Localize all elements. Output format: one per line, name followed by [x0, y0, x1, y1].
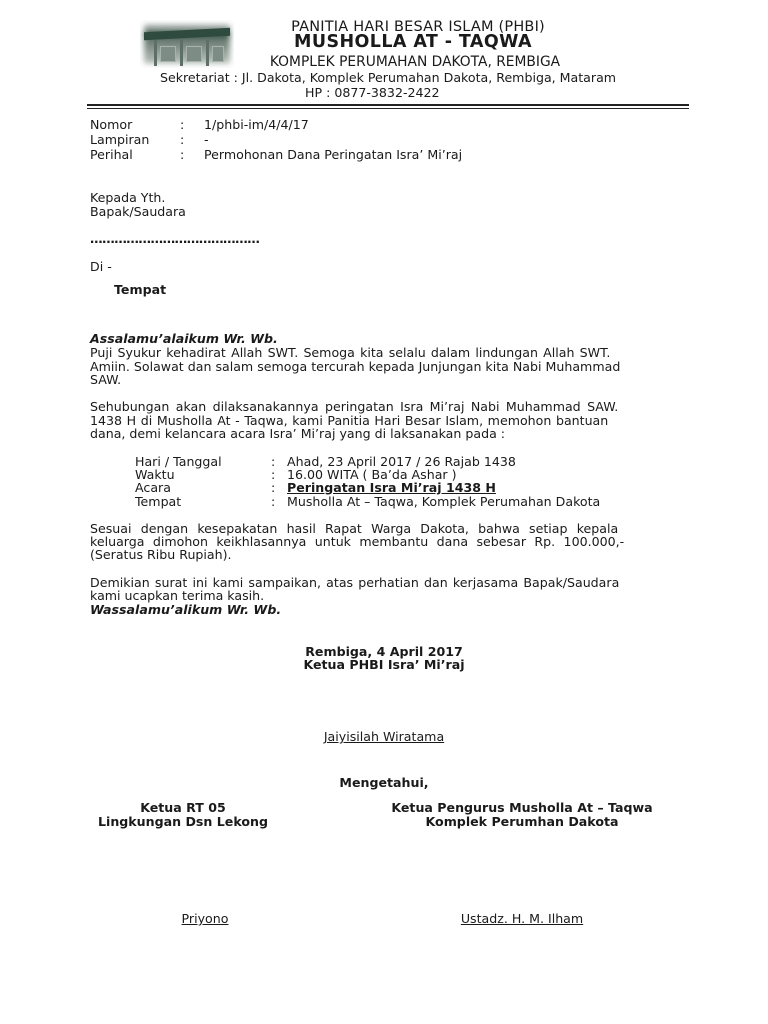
- rt-head-title: Ketua RT 05: [140, 800, 226, 815]
- letterhead-divider-thin: [87, 108, 689, 109]
- recipient-line1: Kepada Yth.: [90, 190, 166, 205]
- para3-line1: Sesuai dengan kesepakatan hasil Rapat Warga Dakota, bahwa setiap kepala: [90, 521, 619, 536]
- rt-head-name: Priyono: [181, 911, 229, 926]
- para3-line2: keluarga dimohon keikhlasannya untuk membantu dana sebesar Rp. 100.000,-: [90, 534, 625, 549]
- para1-line2: Amiin. Solawat dan salam semoga tercurah kepada Junjungan kita Nabi Muhammad: [90, 359, 621, 374]
- para2-line1: Sehubungan akan dilaksanakannya peringatan Isra Mi’raj Nabi Muhammad SAW.: [90, 399, 619, 414]
- letterhead-org: PANITIA HARI BESAR ISLAM (PHBI): [291, 19, 545, 35]
- letter-number: 1/phbi-im/4/4/17: [204, 117, 309, 132]
- letterhead-phone: HP : 0877-3832-2422: [305, 85, 440, 100]
- signature-chair-name: Jaiyisilah Wiratama: [323, 729, 445, 744]
- letterhead-name: MUSHOLLA AT - TAQWA: [294, 32, 532, 52]
- signature-place-date: Rembiga, 4 April 2017: [305, 644, 463, 659]
- musholla-head-title: Ketua Pengurus Musholla At – Taqwa: [391, 800, 653, 815]
- musholla-head-name: Ustadz. H. M. Ilham: [460, 911, 584, 926]
- para1-line3: SAW.: [90, 372, 122, 387]
- rt-head-area: Lingkungan Dsn Lekong: [97, 814, 269, 829]
- letterhead-divider: [87, 104, 689, 106]
- event-time: 16.00 WITA ( Ba’da Ashar ): [287, 467, 457, 482]
- acknowledged-label: Mengetahui,: [339, 775, 429, 790]
- recipient-name-blank: ……………………………………: [90, 231, 260, 246]
- closing-greeting: Wassalamu’alikum Wr. Wb.: [90, 602, 282, 617]
- para1-line1: Puji Syukur kehadirat Allah SWT. Semoga kita selalu dalam lindungan Allah SWT.: [90, 345, 611, 360]
- event-place: Musholla At – Taqwa, Komplek Perumahan Dakota: [287, 494, 601, 509]
- recipient-di: Di -: [90, 259, 112, 274]
- musholla-head-area: Komplek Perumhan Dakota: [425, 814, 619, 829]
- letterhead-secretariat: Sekretariat : Jl. Dakota, Komplek Perumahan Dakota, Rembiga, Mataram: [160, 70, 617, 85]
- para4-line2: kami ucapkan terima kasih.: [90, 588, 265, 603]
- letterhead-location: KOMPLEK PERUMAHAN DAKOTA, REMBIGA: [269, 54, 561, 70]
- event-date: Ahad, 23 April 2017 / 26 Rajab 1438: [287, 454, 516, 469]
- event-agenda: Peringatan Isra Mi’raj 1438 H: [287, 480, 496, 495]
- para4-line1: Demikian surat ini kami sampaikan, atas perhatian dan kerjasama Bapak/Saudara: [90, 575, 620, 590]
- greeting: Assalamu’alaikum Wr. Wb.: [90, 331, 278, 346]
- para3-line3: (Seratus Ribu Rupiah).: [90, 547, 232, 562]
- signature-title: Ketua PHBI Isra’ Mi’raj: [303, 657, 465, 672]
- para2-line2: 1438 H di Musholla At - Taqwa, kami Panitia Hari Besar Islam, memohon bantuan: [90, 413, 609, 428]
- para2-line3: dana, demi kelancara acara Isra’ Mi’raj yang di laksanakan pada :: [90, 426, 506, 441]
- letter-subject: Permohonan Dana Peringatan Isra’ Mi’raj: [204, 147, 463, 162]
- recipient-line2: Bapak/Saudara: [90, 204, 186, 219]
- recipient-place: Tempat: [114, 282, 167, 297]
